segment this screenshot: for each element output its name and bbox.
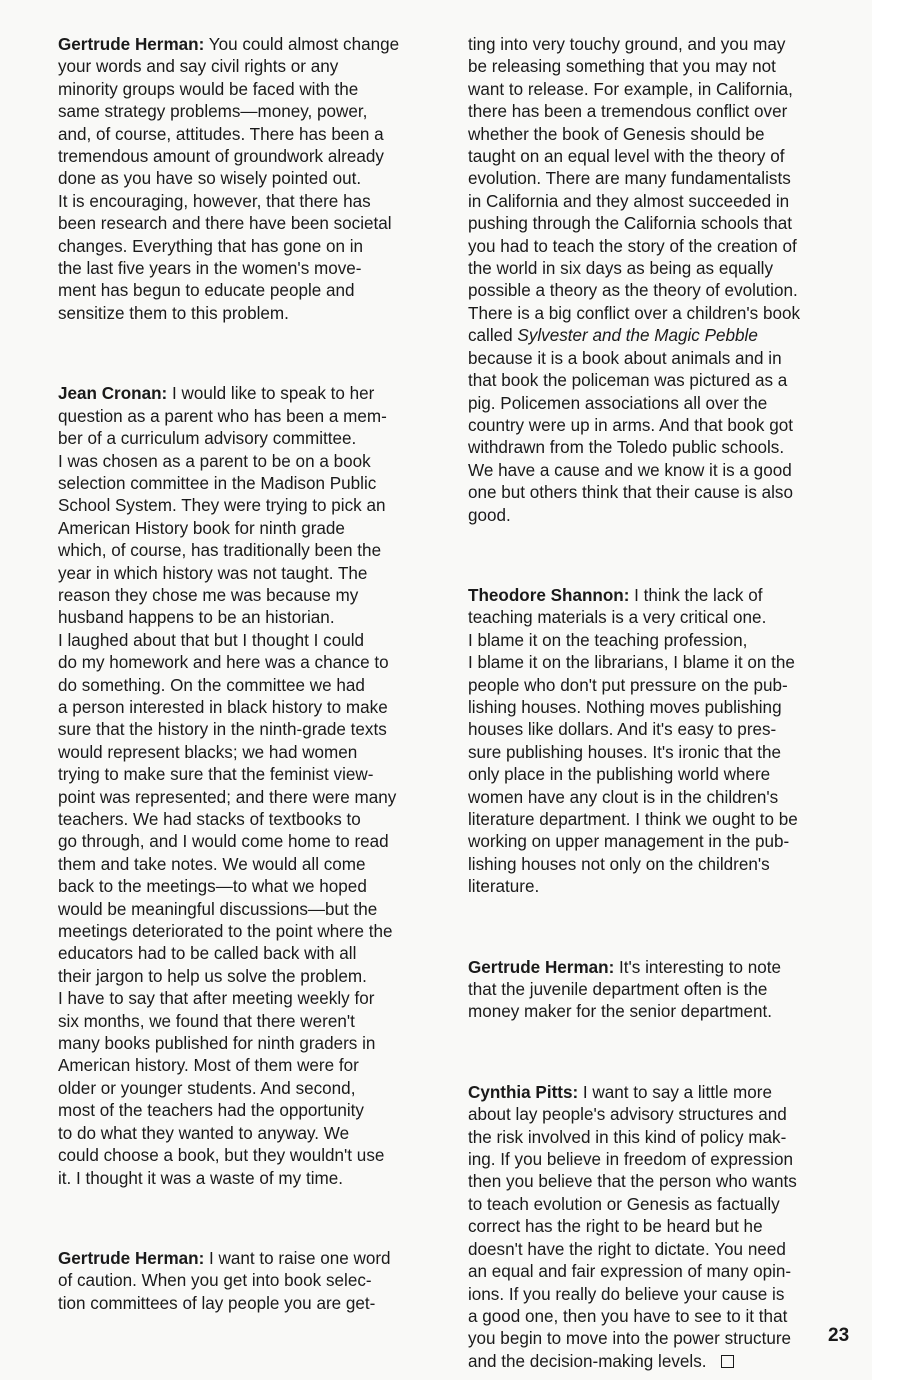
text-line: changes. Everything that has gone on in [58, 236, 364, 256]
speech-paragraph [468, 1082, 866, 1373]
continued-paragraph [468, 34, 866, 527]
speech-text: I want to raise one word [204, 1248, 391, 1268]
text-line: literature. [468, 877, 540, 897]
text-line: good. [468, 505, 511, 525]
text-line: go through, and I would come home to read [58, 832, 389, 852]
text-line: and, of course, attitudes. There has been a [58, 124, 384, 144]
text-line: sure that the history in the ninth-grade texts [58, 720, 387, 740]
text-line: evolution. There are many fundamentalists [468, 169, 791, 189]
text-line: I have to say that after meeting weekly for [58, 989, 375, 1009]
text-line: most of the teachers had the opportunity [58, 1101, 364, 1121]
speech-text: I would like to speak to her [167, 384, 375, 404]
text-line: minority groups would be faced with the [58, 79, 359, 99]
text-line: husband happens to be an historian. [58, 608, 335, 628]
text-line: We have a cause and we know it is a good [468, 460, 792, 480]
text-line: I blame it on the teaching profession, [468, 630, 748, 650]
text-line: your words and say civil rights or any [58, 57, 339, 77]
text-line: selection committee in the Madison Public [58, 473, 377, 493]
text-line: I blame it on the librarians, I blame it on the [468, 653, 795, 673]
text-line: meetings deteriorated to the point where the [58, 922, 393, 942]
text-line: educators had to be called back with all [58, 944, 357, 964]
text-line: ing. If you believe in freedom of expression [468, 1150, 793, 1170]
text-line: working on upper management in the pub- [468, 832, 790, 852]
speech-text: I want to say a little more [578, 1082, 772, 1102]
text-line: American history. Most of them were for [58, 1056, 359, 1076]
text-line: done as you have so wisely pointed out. [58, 169, 362, 189]
text-line: pig. Policemen associations all over the [468, 393, 768, 413]
speaker-name: Jean Cronan: [58, 384, 168, 404]
text-line: would represent blacks; we had women [58, 742, 358, 762]
text-line: country were up in arms. And that book got [468, 415, 793, 435]
speaker-name: Cynthia Pitts: [468, 1082, 579, 1102]
text-line: ment has begun to educate people and [58, 281, 355, 301]
text-line: their jargon to help us solve the problem. [58, 966, 367, 986]
text-line: correct has the right to be heard but he [468, 1217, 763, 1237]
text-line: American History book for ninth grade [58, 518, 345, 538]
speech-text: It's interesting to note [614, 957, 781, 977]
text-line: houses like dollars. And it's easy to pres- [468, 720, 777, 740]
speaker-name: Gertrude Herman: [58, 35, 205, 54]
text-line: which, of course, has traditionally been the [58, 541, 382, 561]
text-line: the last five years in the women's move- [58, 259, 362, 279]
text-line: year in which history was not taught. The [58, 563, 368, 583]
text-line [468, 585, 866, 607]
text-line: do something. On the committee we had [58, 675, 365, 695]
text-line: sure publishing houses. It's ironic that the [468, 742, 782, 762]
speaker-name: Gertrude Herman: [468, 957, 615, 977]
text-line: whether the book of Genesis should be [468, 124, 765, 144]
text-line: that the juvenile department often is the [468, 980, 768, 1000]
text-line: women have any clout is in the children's [468, 787, 779, 807]
text-line: back to the meetings—to what we hoped [58, 877, 367, 897]
text-line: been research and there have been societal [58, 214, 392, 234]
speech-paragraph [468, 585, 866, 899]
text-line [58, 383, 450, 405]
text-line [468, 1082, 866, 1104]
text-line: would be meaningful discussions—but the [58, 899, 378, 919]
speech-paragraph [468, 957, 866, 1024]
speech-paragraph [58, 1248, 450, 1315]
text-line: There is a big conflict over a children's book [468, 303, 801, 323]
text-line: sensitize them to this problem. [58, 303, 289, 323]
speech-text: and the decision-making levels. [468, 1351, 707, 1371]
text-line: to teach evolution or Genesis as factually [468, 1194, 780, 1214]
text-line: of caution. When you get into book selec- [58, 1271, 372, 1291]
text-line: in California and they almost succeeded in [468, 191, 790, 211]
end-mark-square-icon [721, 1355, 734, 1368]
text-line: do my homework and here was a chance to [58, 653, 389, 673]
text-line: because it is a book about animals and in [468, 348, 782, 368]
text-line: ber of a curriculum advisory committee. [58, 429, 357, 449]
text-line: a person interested in black history to make [58, 697, 388, 717]
text-line: I laughed about that but I thought I could [58, 630, 365, 650]
text-line: the risk involved in this kind of policy mak- [468, 1127, 787, 1147]
text-line: many books published for ninth graders in [58, 1034, 376, 1054]
text-line: six months, we found that there weren't [58, 1011, 355, 1031]
text-line: one but others think that their cause is also [468, 483, 793, 503]
text-line: question as a parent who has been a mem- [58, 406, 387, 426]
text-line: the world in six days as being as equally [468, 259, 774, 279]
text-line [468, 957, 866, 979]
text-line: lishing houses. Nothing moves publishing [468, 697, 782, 717]
speech-text: I think the lack of [629, 585, 763, 605]
page-edge [872, 0, 898, 1380]
speech-text: You could almost change [204, 35, 400, 54]
text-line [58, 1248, 450, 1270]
text-line: tion committees of lay people you are get- [58, 1293, 376, 1313]
left-column [58, 34, 450, 1315]
text-line: withdrawn from the Toledo public schools. [468, 438, 785, 458]
text-line: to do what they wanted to anyway. We [58, 1123, 350, 1143]
speaker-name: Gertrude Herman: [58, 1248, 205, 1268]
text-line: same strategy problems—money, power, [58, 102, 368, 122]
text-line: then you believe that the person who wants [468, 1172, 797, 1192]
text-line: reason they chose me was because my [58, 585, 359, 605]
text-line: that book the policeman was pictured as a [468, 371, 788, 391]
text-line: point was represented; and there were many [58, 787, 397, 807]
speech-text: called [468, 326, 518, 346]
text-line: taught on an equal level with the theory of [468, 147, 785, 167]
page-number: 23 [828, 1325, 850, 1346]
text-line: pushing through the California schools that [468, 214, 793, 234]
text-line: could choose a book, but they wouldn't use [58, 1146, 385, 1166]
text-line: want to release. For example, in California, [468, 79, 793, 99]
book-title: Sylvester and the Magic Pebble [517, 326, 758, 346]
text-line: trying to make sure that the feminist view- [58, 765, 374, 785]
text-line: it. I thought it was a waste of my time. [58, 1168, 344, 1188]
text-line: older or younger students. And second, [58, 1078, 356, 1098]
text-line: teachers. We had stacks of textbooks to [58, 810, 361, 829]
text-line: tremendous amount of groundwork already [58, 147, 384, 167]
text-line: them and take notes. We would all come [58, 854, 366, 874]
text-line: be releasing something that you may not [468, 57, 776, 77]
text-line [468, 1351, 866, 1373]
right-column [468, 34, 866, 1373]
text-line: It is encouraging, however, that there has [58, 191, 371, 211]
text-line: literature department. I think we ought to be [468, 810, 798, 829]
text-line: teaching materials is a very critical one. [468, 608, 767, 628]
text-line: ting into very touchy ground, and you may [468, 35, 786, 54]
text-line: you begin to move into the power structure [468, 1329, 792, 1349]
speech-paragraph [58, 34, 450, 325]
text-line: possible a theory as the theory of evolution. [468, 281, 798, 301]
text-line: ions. If you really do believe your cause is [468, 1284, 785, 1304]
text-line: doesn't have the right to dictate. You need [468, 1239, 786, 1259]
text-line: money maker for the senior department. [468, 1002, 773, 1022]
text-line: about lay people's advisory structures and [468, 1105, 787, 1125]
text-line [468, 325, 866, 347]
text-line: I was chosen as a parent to be on a book [58, 451, 371, 471]
text-line: people who don't put pressure on the pub- [468, 675, 788, 695]
text-line: only place in the publishing world where [468, 765, 771, 785]
text-line [58, 34, 450, 56]
text-line: School System. They were trying to pick an [58, 496, 386, 516]
text-line: an equal and fair expression of many opin- [468, 1262, 792, 1282]
text-line: lishing houses not only on the children's [468, 854, 770, 874]
speaker-name: Theodore Shannon: [468, 585, 630, 605]
text-line: a good one, then you have to see to it that [468, 1306, 788, 1326]
text-line: there has been a tremendous conflict over [468, 102, 788, 122]
text-line: you had to teach the story of the creation of [468, 236, 797, 256]
speech-paragraph [58, 383, 450, 1190]
